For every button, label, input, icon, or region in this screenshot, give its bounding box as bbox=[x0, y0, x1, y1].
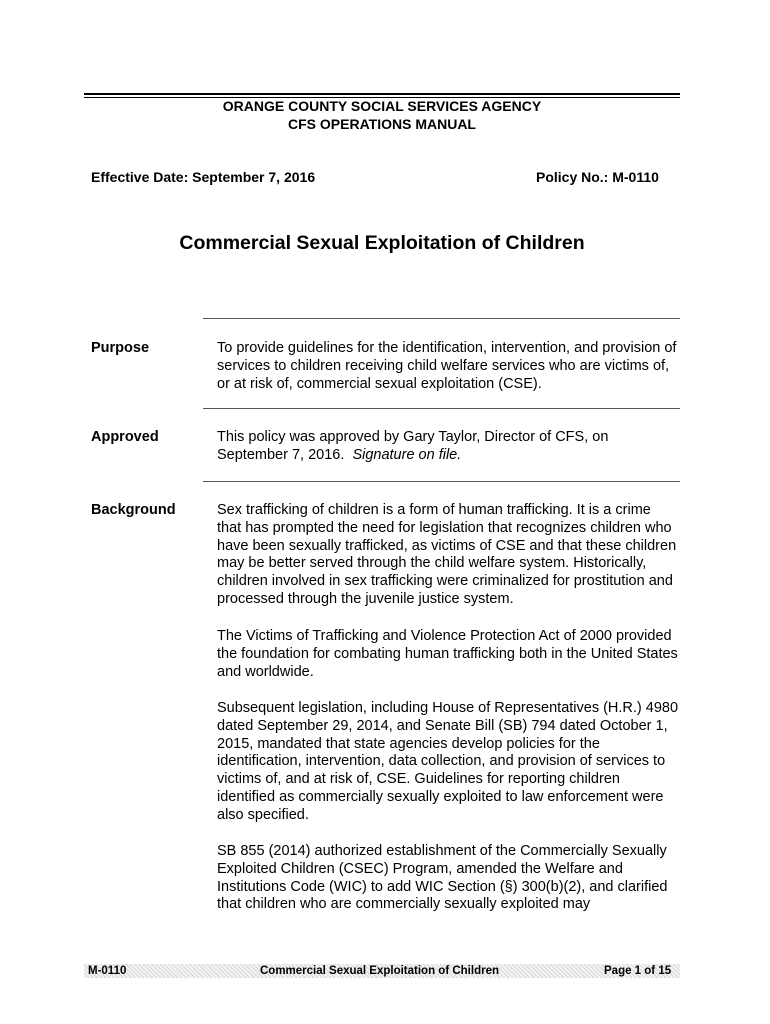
approved-statement: This policy was approved by Gary Taylor, Director of CFS, on September 7, 2016. bbox=[217, 429, 609, 463]
manual-name: CFS OPERATIONS MANUAL bbox=[288, 116, 476, 132]
footer-title: Commercial Sexual Exploitation of Children bbox=[260, 965, 499, 977]
signature-note: Signature on file. bbox=[352, 446, 462, 463]
background-paragraph: Sex trafficking of children is a form of human trafficking. It is a crime that has prompted the need for legislation that recognizes children who have been sexually trafficked, as victims of CSE and that these children may be better served through the child welfare system. Historically, children involved in sex trafficking were criminalized for prostitution and processed through the juvenile justice system. bbox=[217, 502, 677, 607]
section-divider bbox=[203, 408, 680, 409]
purpose-text: To provide guidelines for the identification, intervention, and provision of services to children receiving child welfare services who are victims of, or at risk of, commercial sexual exploitation (CSE). bbox=[217, 340, 677, 392]
header-rule bbox=[84, 93, 680, 95]
section-divider bbox=[203, 481, 680, 482]
section-label-purpose: Purpose bbox=[91, 340, 150, 356]
section-label-approved: Approved bbox=[91, 429, 159, 445]
background-paragraph: Subsequent legislation, including House of Representatives (H.R.) 4980 dated September 29, 2014, and Senate Bill (SB) 794 dated October 1, 2015, mandated that state agencies develop policies for the identification, intervention, data collection, and provision of services to victims of, and at risk of, CSE. Guidelines for reporting children identified as commercially sexually exploited to law enforcement were also specified. bbox=[217, 700, 679, 823]
policy-number: Policy No.: M-0110 bbox=[536, 169, 659, 185]
section-label-background: Background bbox=[91, 502, 176, 518]
approved-text bbox=[217, 429, 679, 465]
footer-page-number: Page 1 of 15 bbox=[604, 965, 672, 977]
agency-name: ORANGE COUNTY SOCIAL SERVICES AGENCY bbox=[222, 98, 542, 114]
background-paragraph: The Victims of Trafficking and Violence Protection Act of 2000 provided the foundation for combating human trafficking both in the United States and worldwide. bbox=[217, 628, 678, 680]
background-paragraph: SB 855 (2014) authorized establishment of the Commercially Sexually Exploited Children (CSEC) Program, amended the Welfare and Institutions Code (WIC) to add WIC Section (§) 300(b)(2), and clarified that children who are commercially sexually exploited may bbox=[217, 843, 668, 913]
section-divider bbox=[203, 318, 680, 319]
effective-date: Effective Date: September 7, 2016 bbox=[91, 169, 316, 185]
footer-policy-code: M-0110 bbox=[88, 965, 127, 977]
page-title: Commercial Sexual Exploitation of Children bbox=[179, 232, 585, 254]
